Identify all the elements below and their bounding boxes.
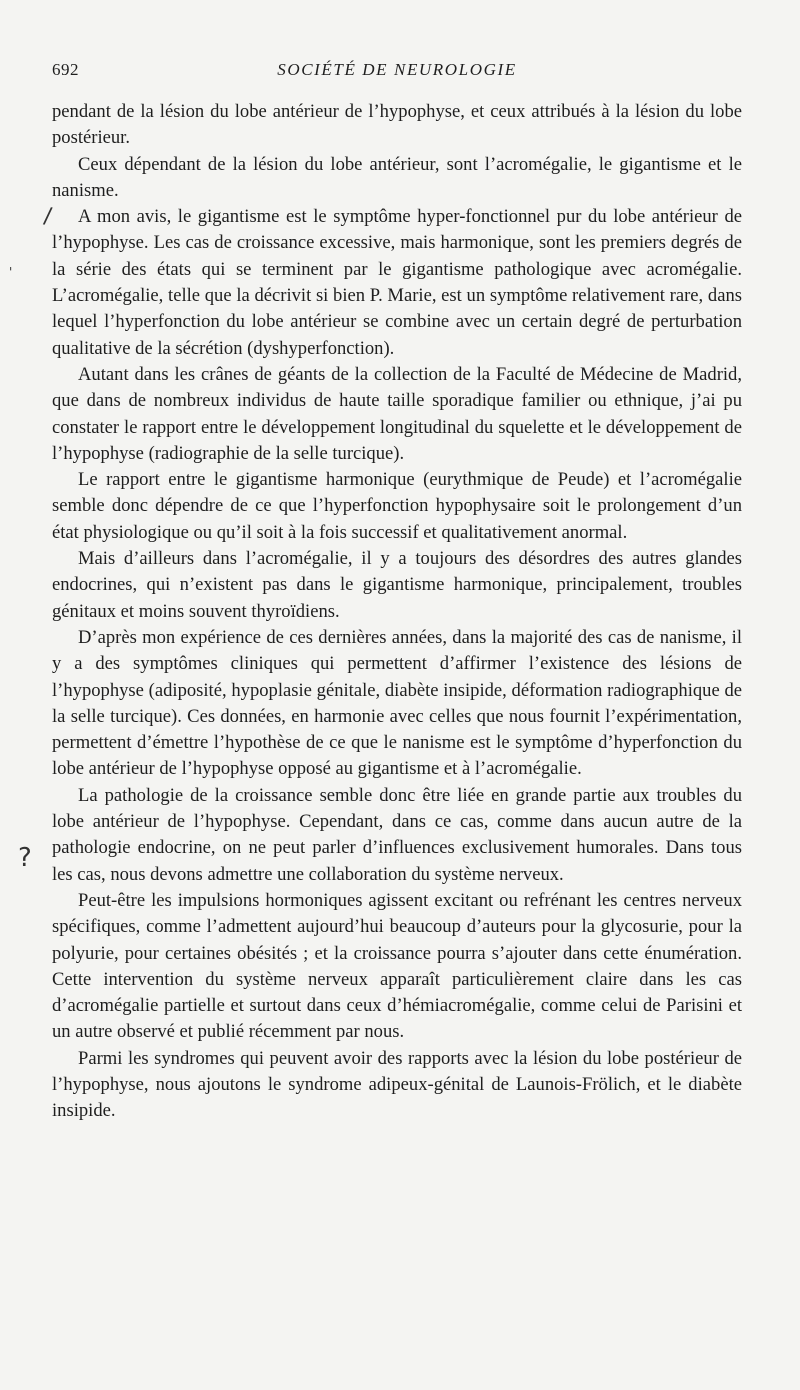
paragraph: D’après mon expérience de ces dernières années, dans la majorité des cas de nanisme, il y a des symptômes cliniques qui permettent d’affirmer l’existence des lésions de l’hypophyse (adiposité, hypoplasie génitale, diabète insipide, déformation radiographique de la selle turcique). Ces données, en harmonie avec celles que nous fournit l’expérimentation, permettent d’émettre l’hypothèse de ce que le nanisme est le symptôme d’hyperfonction du lobe antérieur de l’hypophyse opposé au gigantisme et à l’acromégalie. <box>52 626 742 780</box>
margin-annotation-dot: ' <box>9 265 13 279</box>
paragraph: Mais d’ailleurs dans l’acromégalie, il y a toujours des désordres des autres glandes endocrines, qui n’existent pas dans le gigantisme harmonique, principalement, troubles génitaux et moins souvent thyroïdiens. <box>52 548 742 622</box>
page-header <box>52 60 742 86</box>
paragraph: Parmi les syndromes qui peuvent avoir des rapports avec la lésion du lobe postérieur de l’hypophyse, nous ajoutons le syndrome adipeux-génital de Launois-Frölich, et le diabète insipide. <box>52 1047 742 1122</box>
paragraph: A mon avis, le gigantisme est le symptôme hyper-fonctionnel pur du lobe antérieur de l’hypophyse. Les cas de croissance excessive, mais harmonique, sont les premiers degrés de la série des états qui se terminent par le gigantisme pathologique avec acromégalie. L’acromégalie, telle que la décrivit si bien P. Marie, est un symptôme relativement rare, dans lequel l’hyperfonction du lobe antérieur se combine avec un certain degré de perturbation qualitative de la sécrétion (dyshyperfonction). <box>52 206 742 359</box>
margin-annotation-question-mark: ? <box>18 843 32 873</box>
paragraph: La pathologie de la croissance semble donc être liée en grande partie aux troubles du lobe antérieur de l’hypophyse. Cependant, dans ce cas, comme dans aucun autre de la pathologie endocrine, on ne peut parler d’influences exclusivement humorales. Dans tous les cas, nous devons admettre une collaboration du système nerveux. <box>52 784 742 885</box>
paragraph: Ceux dépendant de la lésion du lobe antérieur, sont l’acromégalie, le gigantisme et le nanisme. <box>52 153 742 201</box>
paragraph: Le rapport entre le gigantisme harmonique (eurythmique de Peude) et l’acromégalie semble donc dépendre de ce que l’hyperfonction hypophysaire soit le prolongement d’un état physiologique ou qu’il soit à la fois successif et qualitativement anormal. <box>52 469 742 543</box>
paragraph: pendant de la lésion du lobe antérieur de l’hypophyse, et ceux attribués à la lésion du lobe postérieur. <box>52 101 742 149</box>
body-text <box>52 99 742 1125</box>
paragraph: Peut-être les impulsions hormoniques agissent excitant ou refrénant les centres nerveux spécifiques, comme l’admettent aujourd’hui beaucoup d’auteurs pour la glycosurie, pour la polyurie, pour certaines obésités ; et la croissance pourra s’ajouter dans cette énumération. Cette intervention du système nerveux apparaît particulièrement claire dans les cas d’acromégalie partielle et surtout dans ceux d’hémiacromégalie, comme celui de Parisini et un autre observé et publié récemment par nous. <box>52 889 742 1043</box>
margin-annotation-bracket: / <box>42 203 54 230</box>
page-number: 692 <box>52 60 79 79</box>
paragraph: Autant dans les crânes de géants de la collection de la Faculté de Médecine de Madrid, que dans de nombreux individus de haute taille sporadique familier ou ethnique, j’ai pu constater le rapport entre le développement longitudinal du squelette et le développement de l’hypophyse (radiographie de la selle turcique). <box>52 363 742 464</box>
running-title: SOCIÉTÉ DE NEUROLOGIE <box>277 60 517 79</box>
